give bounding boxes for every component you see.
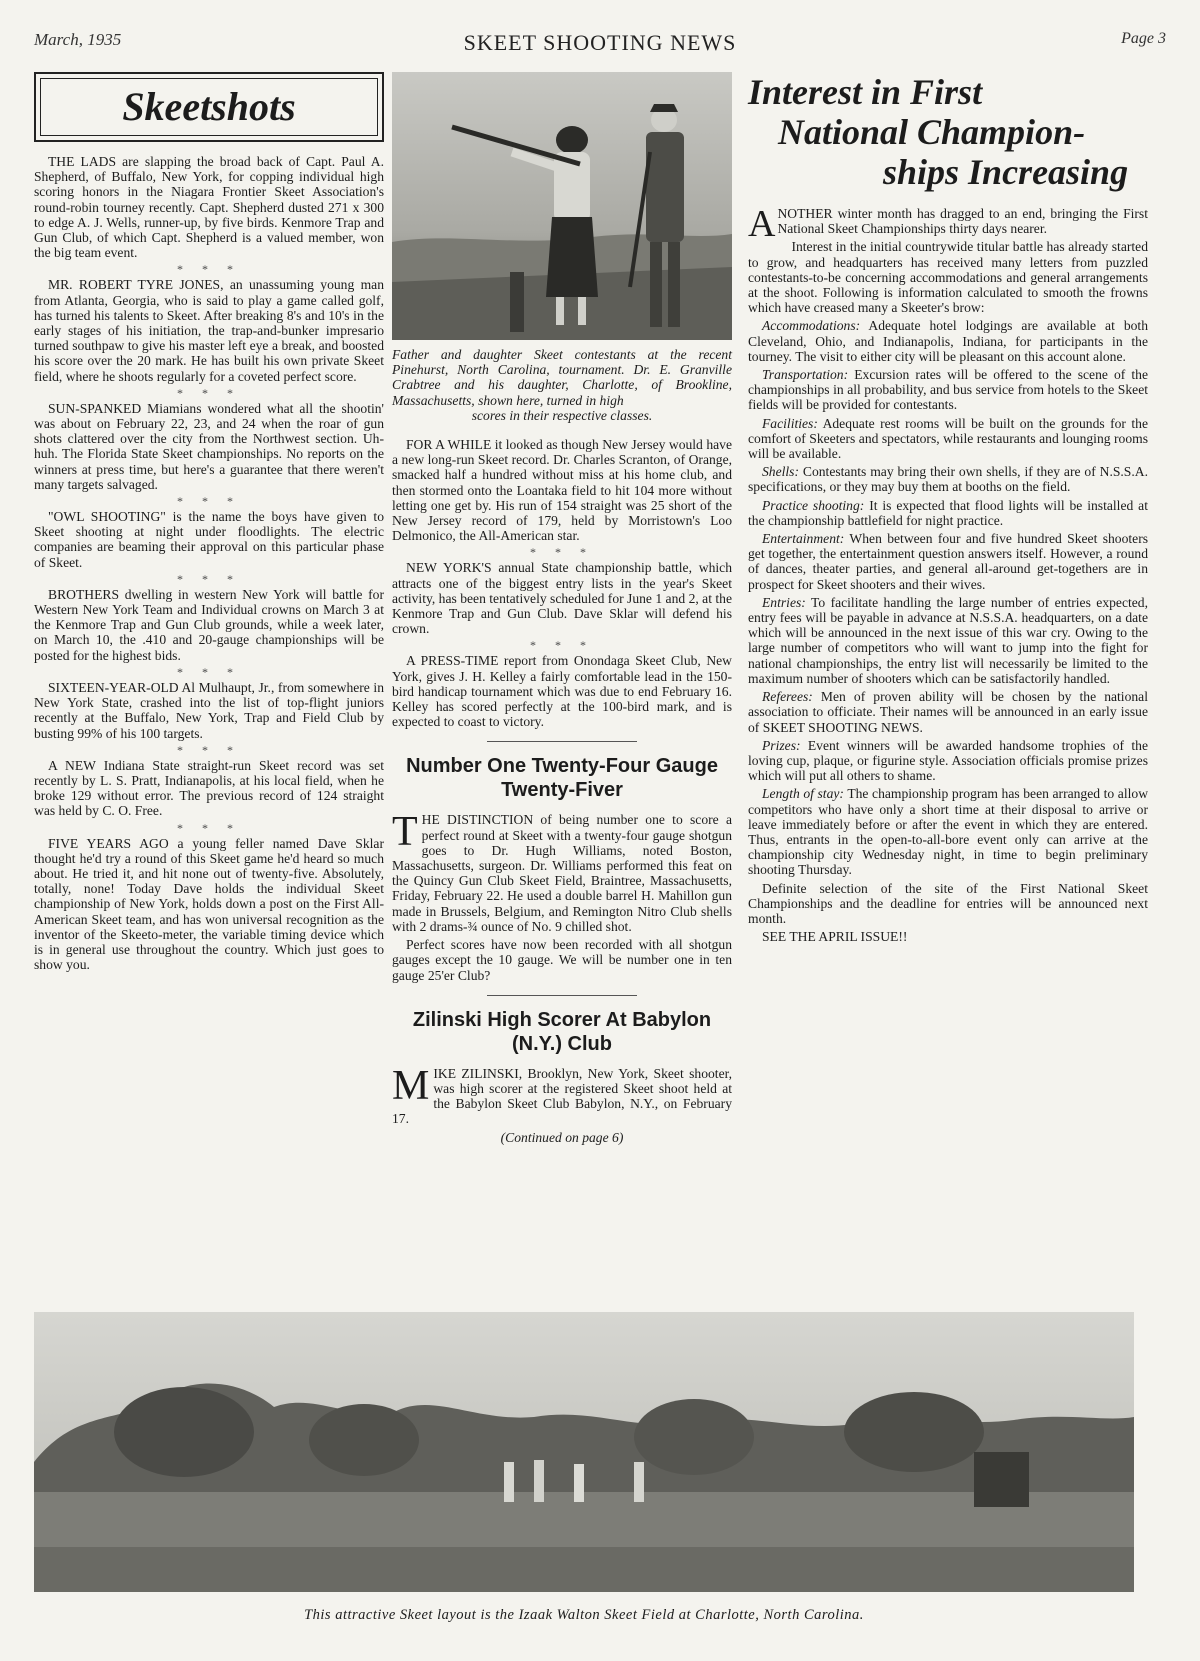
skeetshots-item: SUN-SPANKED Miamians wondered what all the shootin' was about on February 22, 23, and 24 when the roar of gun shots clattered over the city from the Northwest section. Uh-huh. The Florida State Skeet championships. No reports on the winners at press time, but here's a guarantee that there weren't many targets salvaged. bbox=[34, 400, 384, 492]
section-label: Entries: bbox=[762, 594, 806, 610]
section-text: When between four and five hundred Skeet shooters get together, the entertainment question answers itself. However, a round of dances, theater parties, and general all-around get-togethers are in prospect for Skeet shooters and their wives. bbox=[748, 531, 1149, 592]
article-headline: Number One Twenty-Four Gauge Twenty-Fiver bbox=[406, 755, 718, 802]
middle-item: NEW YORK'S annual State championship battle, which attracts one of the biggest entry lists in the year's Skeet activity, has been tentatively scheduled for June 1 and 2, at the Kenmore Trap and Gun Club. Dave Sklar will defend his crown. bbox=[392, 560, 732, 637]
drop-cap: M bbox=[392, 1062, 430, 1109]
middle-item: FOR A WHILE it looked as though New Jersey would have a new long-run Skeet record. Dr. Charles Scranton, of Orange, smacked half a hundred without miss at his home club, and then stormed onto the Loantaka field to hit 104 more without letting one get by. His run of 154 straight was 25 short of the New Jersey record of 179, held by Morristown's Loo Delmonico, the All-American star. bbox=[392, 437, 732, 544]
section-text: Contestants may bring their own shells, if they are of N.S.S.A. specifications, or they may buy them at booths on the field. bbox=[748, 464, 1148, 495]
interest-headline-line: National Champion- bbox=[778, 112, 1086, 152]
interest-headline-line: Interest in First bbox=[748, 72, 983, 112]
separator-stars: * * * bbox=[177, 262, 241, 277]
interest-lead bbox=[748, 203, 1148, 245]
interest-paragraph: Interest in the initial countrywide titular battle has already started to grow, and headquarters has received many letters from puzzled contestants-to-be concerning accommodations and general arrangements at the shoot. Following is information calculated to smooth the frowns which have creased many a Skeeter's brow: bbox=[748, 239, 1148, 316]
interest-section bbox=[748, 738, 1148, 784]
section-label: Transportation: bbox=[762, 367, 849, 383]
interest-section bbox=[748, 498, 1148, 528]
skeetshots-item: THE LADS are slapping the broad back of Capt. Paul A. Shepherd, of Buffalo, New York, for copping individual high scoring honors in the Niagara Frontier Skeet Association's round-robin tourney recently. Capt. Shepherd dusted 271 x 300 to edge A. J. Wells, runner-up, by five birds. Kenmore Trap and Gun Club, of which Capt. Shepherd is a valued member, won the big team event. bbox=[34, 154, 384, 261]
section-label: Prizes: bbox=[762, 737, 801, 753]
interest-section bbox=[748, 595, 1148, 686]
separator-stars: * * * bbox=[177, 385, 241, 400]
section-label: Accommodations: bbox=[762, 318, 861, 334]
see-april-issue: SEE THE APRIL ISSUE!! bbox=[762, 929, 908, 945]
photo-caption bbox=[392, 347, 732, 423]
interest-section bbox=[748, 318, 1148, 364]
separator-stars: * * * bbox=[177, 664, 241, 679]
skeet-field-photo bbox=[34, 1312, 1134, 1592]
section-label: Facilities: bbox=[762, 415, 818, 431]
page-number: Page 3 bbox=[1121, 30, 1166, 47]
interest-section bbox=[748, 531, 1148, 592]
interest-headline-line: ships Increasing bbox=[883, 152, 1129, 192]
father-daughter-photo bbox=[392, 72, 732, 340]
lead-text: NOTHER winter month has dragged to an end, bringing the First National Skeet Championships thirty days nearer. bbox=[777, 206, 1148, 237]
publication-title: SKEET SHOOTING NEWS bbox=[463, 30, 737, 55]
interest-section bbox=[748, 464, 1148, 494]
photo-caption-tail: scores in their respective classes. bbox=[471, 407, 653, 423]
divider-rule bbox=[487, 995, 637, 996]
interest-section bbox=[748, 786, 1148, 877]
drop-cap: T bbox=[392, 809, 418, 856]
interest-section bbox=[748, 367, 1148, 413]
section-text: Adequate hotel lodgings are available at both Cleveland, Ohio, and Indianapolis, Indiana, for participants in the tourney. The visit to either city will be pleasant on this account alone. bbox=[748, 318, 1148, 364]
skeetshots-column bbox=[34, 72, 384, 975]
skeetshots-item: A NEW Indiana State straight-run Skeet record was set recently by L. S. Pratt, Indianapolis, at his local field, when he broke 129 without error. The previous record of 124 straight was held by C. O. Free. bbox=[34, 757, 384, 819]
separator-stars: * * * bbox=[177, 494, 241, 509]
separator-stars: * * * bbox=[177, 742, 241, 757]
photo-caption-text: Father and daughter Skeet contestants at the recent Pinehurst, North Carolina, tournament. Dr. E. Granville Crabtree and his daughter, Charlotte, of Brookline, Massachusetts, shown here, turned in high bbox=[392, 347, 732, 408]
skeetshots-item: SIXTEEN-YEAR-OLD Al Mulhaupt, Jr., from somewhere in New York State, crashed into the list of top-flight juniors recently at the Buffalo, New York, Trap and Field Club by busting 99% of his 100 targets. bbox=[34, 679, 384, 741]
skeetshots-item: FIVE YEARS AGO a young feller named Dave Sklar thought he'd try a round of this Skeet game he'd heard so much about. He tried it, and hit none out of twenty-five. Absolutely, totally, none! Today Dave holds the individual Skeet championship of New York, holds down a post on the First All-American Skeet team, and has won universal recognition as the inventor of the Skeeto-meter, the variable timing device which is in general use throughout the country. Which just goes to show you. bbox=[34, 835, 384, 973]
section-label: Referees: bbox=[762, 689, 813, 705]
skeetshots-title: Skeetshots bbox=[122, 84, 296, 129]
article-paragraph bbox=[392, 809, 732, 934]
section-text: To facilitate handling the large number of entries expected, entry fees will be payable in advance at N.S.S.A. headquarters, on a date which will be announced in the next issue of this war cry. Owing to the large number of competitors who will want to jump into the fight for national championships, the entry list will necessarily be limited to the maximum number of shooters which can be satisfactorily handled. bbox=[748, 594, 1148, 686]
section-label: Shells: bbox=[762, 464, 799, 480]
middle-column bbox=[392, 72, 732, 1145]
interest-section bbox=[748, 689, 1148, 735]
skeetshots-title-box bbox=[34, 72, 384, 142]
separator-stars: * * * bbox=[177, 820, 241, 835]
section-text: It is expected that flood lights will be installed at the championship battlefield for night practice. bbox=[748, 497, 1148, 528]
middle-item: A PRESS-TIME report from Onondaga Skeet Club, New York, gives J. H. Kelley a fairly comfortable lead in the 150-bird handicap tournament which was due to end February 16. Kelley has scored perfectly at the 100-bird mark, and is expected to coast to victory. bbox=[392, 653, 732, 730]
section-text: Adequate rest rooms will be built on the grounds for the comfort of Skeeters and spectators, while restaurants and lounging rooms will be available. bbox=[748, 415, 1148, 462]
interest-headline bbox=[748, 72, 1148, 192]
article-paragraph: Perfect scores have now been recorded with all shotgun gauges except the 10 gauge. We will be number one in ten gauge 25'er Club? bbox=[392, 937, 732, 983]
page-header bbox=[34, 30, 1166, 60]
skeetshots-item: "OWL SHOOTING" is the name the boys have given to Skeet shooting at night under floodlights. The electric companies are beaming their approval on this particular phase of Skeet. bbox=[34, 509, 384, 570]
section-text: Event winners will be awarded handsome trophies of the loving cup, plaque, or figurine style. Association officials promise prizes which will put all others to shame. bbox=[748, 737, 1148, 784]
article-text: IKE ZILINSKI, Brooklyn, New York, Skeet shooter, was high scorer at the registered Skeet shoot held at the Babylon Skeet Club Babylon, N.Y., on February 17. bbox=[392, 1065, 732, 1127]
field-illustration bbox=[34, 1312, 1134, 1592]
separator-stars: * * * bbox=[530, 638, 594, 653]
interest-closing: Definite selection of the site of the First National Skeet Championships and the deadline for entries will be announced next month. bbox=[748, 880, 1148, 926]
separator-stars: * * * bbox=[530, 545, 594, 560]
interest-sections bbox=[748, 318, 1148, 877]
drop-cap: A bbox=[748, 203, 776, 245]
separator-stars: * * * bbox=[177, 571, 241, 586]
section-text: Excursion rates will be offered to the scene of the championships in all probability, and bus service from hotels to the Skeet fields will be provided for contestants. bbox=[748, 367, 1149, 413]
skeetshots-item: BROTHERS dwelling in western New York will battle for Western New York Team and Individual crowns on March 3 at the Kenmore Trap and Gun Club grounds, while a week later, on March 10, the .410 and 20-gauge championships will be posted for the highest bids. bbox=[34, 586, 384, 663]
continued-note: (Continued on page 6) bbox=[500, 1129, 624, 1145]
section-label: Practice shooting: bbox=[762, 497, 865, 513]
section-label: Length of stay: bbox=[762, 786, 844, 802]
section-label: Entertainment: bbox=[762, 531, 845, 547]
photo-illustration bbox=[392, 72, 732, 340]
field-photo-caption: This attractive Skeet layout is the Izaak Walton Skeet Field at Charlotte, North Carolina. bbox=[304, 1607, 864, 1623]
article-headline: Zilinski High Scorer At Babylon (N.Y.) Club bbox=[412, 1008, 712, 1055]
interest-column bbox=[748, 72, 1148, 947]
issue-date: March, 1935 bbox=[34, 30, 122, 49]
skeetshots-item: MR. ROBERT TYRE JONES, an unassuming young man from Atlanta, Georgia, who is said to play a game called golf, has turned his talents to Skeet. After breaking 8's and 10's in the early stages of his initiation, the trap-and-bunker impresario turned southpaw to give his master left eye a break, and boosted his score over the 20 mark. He has built his own private Skeet field, where he shoots regularly for a coveted perfect score. bbox=[34, 277, 384, 384]
article-text: HE DISTINCTION of being number one to score a perfect round at Skeet with a twenty-four gauge shotgun goes to Dr. Hugh Williams, noted Boston, Massachusetts, surgeon. Dr. Williams performed this feat on the Quincy Gun Club Skeet Field, Braintree, Massachusetts, Friday, February 22. He used a double barrel H. Mahillon gun made in Brussels, Belgium, and Remington Nitro Club shells with 2 drams-¾ ounce of No. 9 chilled shot. bbox=[392, 812, 732, 934]
article-paragraph bbox=[392, 1062, 732, 1127]
divider-rule bbox=[487, 741, 637, 742]
section-text: The championship program has been arranged to allow competitors who have only a short time at their disposal to arrive or leave immediately before or after the event in which they are entered. Thus, entrants in the open-to-all-bore event only can arrive at the championship city Wednesday night, in time to begin preliminary shooting Thursday. bbox=[748, 786, 1149, 878]
interest-section bbox=[748, 416, 1148, 462]
section-text: Men of proven ability will be chosen by the national association to officiate. Their names will be announced in an early issue of SKEET SHOOTING NEWS. bbox=[748, 689, 1148, 735]
